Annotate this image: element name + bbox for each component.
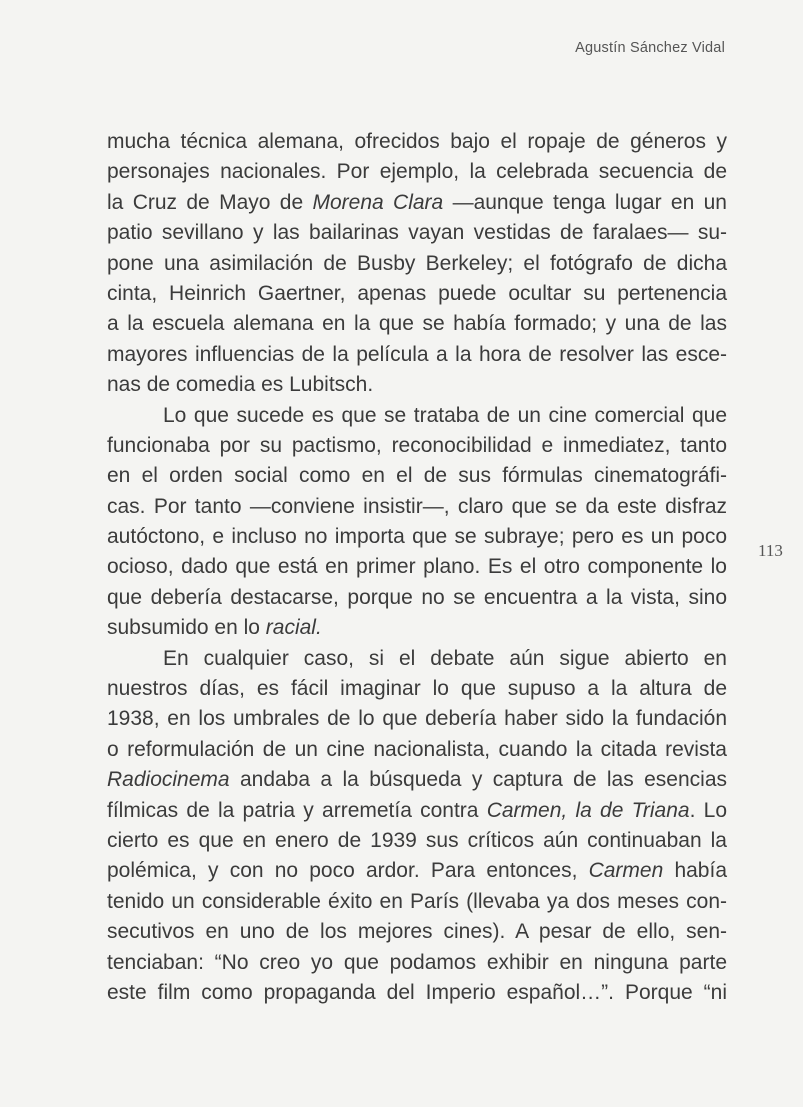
text-line xyxy=(107,887,727,917)
text-line xyxy=(107,765,727,795)
text-line xyxy=(107,856,727,886)
text-segment: Lo que sucede es que se trataba de un cine comercial que xyxy=(163,403,727,427)
italic-title: Radiocinema xyxy=(107,768,230,792)
text-segment: . Lo xyxy=(689,798,727,822)
text-segment: polémica, y con no poco ardor. Para entonces, xyxy=(107,859,589,883)
text-segment: tenido un considerable éxito en París (llevaba ya dos meses con- xyxy=(107,889,727,913)
text-segment: cierto es que en enero de 1939 sus críticos aún continuaban la xyxy=(107,828,727,852)
text-segment: —aunque tenga lugar en un xyxy=(443,190,727,214)
text-segment: cinta, Heinrich Gaertner, apenas puede ocultar su pertenencia xyxy=(107,281,727,305)
text-segment: secutivos en uno de los mejores cines). A pesar de ello, sen- xyxy=(107,920,727,944)
text-segment: autóctono, e incluso no importa que se subraye; pero es un poco xyxy=(107,525,727,549)
text-line xyxy=(107,461,727,491)
italic-title: Morena Clara xyxy=(312,190,444,214)
text-line xyxy=(107,644,727,674)
text-segment: ocioso, dado que está en primer plano. Es el otro componente lo xyxy=(107,555,727,579)
text-segment: nas de comedia es Lubitsch. xyxy=(107,373,374,397)
text-segment: o reformulación de un cine nacionalista, cuando la citada revista xyxy=(107,737,727,761)
text-segment: que debería destacarse, porque no se encuentra a la vista, sino xyxy=(107,585,727,609)
text-line xyxy=(107,583,727,613)
text-segment: fílmicas de la patria y arremetía contra xyxy=(107,798,487,822)
text-segment: andaba a la búsqueda y captura de las esencias xyxy=(229,768,727,792)
text-line xyxy=(107,917,727,947)
text-line xyxy=(107,157,727,187)
text-line xyxy=(107,431,727,461)
text-segment: había xyxy=(663,859,727,883)
text-segment: pone una asimilación de Busby Berkeley; el fotógrafo de dicha xyxy=(107,251,727,275)
text-line xyxy=(107,552,727,582)
text-segment: mayores influencias de la película a la hora de resolver las esce- xyxy=(107,342,727,366)
text-segment: subsumido en lo xyxy=(107,616,266,640)
text-segment: mucha técnica alemana, ofrecidos bajo el ropaje de géneros y xyxy=(107,130,727,153)
text-line xyxy=(107,948,727,978)
italic-title: racial. xyxy=(265,616,322,640)
text-segment: patio sevillano y las bailarinas vayan vestidas de faralaes— su- xyxy=(107,221,727,245)
text-line xyxy=(107,704,727,734)
text-line xyxy=(107,796,727,826)
text-line xyxy=(107,340,727,370)
text-segment: personajes nacionales. Por ejemplo, la celebrada secuencia de xyxy=(107,160,727,184)
text-line xyxy=(107,127,727,157)
running-header-author: Agustín Sánchez Vidal xyxy=(575,40,725,56)
text-segment: este film como propaganda del Imperio español…”. Porque “ni xyxy=(107,980,727,1004)
text-line xyxy=(107,370,727,400)
text-line xyxy=(107,401,727,431)
paragraph xyxy=(107,401,727,644)
text-line xyxy=(107,978,727,1008)
text-segment: funcionaba por su pactismo, reconocibilidad e inmediatez, tanto xyxy=(107,433,727,457)
text-line xyxy=(107,249,727,279)
paragraph xyxy=(107,644,727,1009)
text-segment: en el orden social como en el de sus fórmulas cinematográfi- xyxy=(107,464,727,488)
text-line xyxy=(107,674,727,704)
text-line xyxy=(107,218,727,248)
text-segment: 1938, en los umbrales de lo que debería haber sido la fundación xyxy=(107,707,727,731)
text-segment: a la escuela alemana en la que se había formado; y una de las xyxy=(107,312,727,336)
text-segment: cas. Por tanto —conviene insistir—, claro que se da este disfraz xyxy=(107,494,727,518)
text-line xyxy=(107,188,727,218)
paragraph xyxy=(107,127,727,401)
text-line xyxy=(107,309,727,339)
italic-title: Carmen, la de Triana xyxy=(486,798,690,822)
text-segment: tenciaban: “No creo yo que podamos exhibir en ninguna parte xyxy=(107,950,727,974)
text-segment: la Cruz de Mayo de xyxy=(107,190,313,214)
text-line xyxy=(107,522,727,552)
text-line xyxy=(107,492,727,522)
page-number: 113 xyxy=(758,541,783,560)
body-text xyxy=(107,127,727,1008)
text-line xyxy=(107,735,727,765)
text-line xyxy=(107,613,727,643)
text-line xyxy=(107,826,727,856)
text-segment: En cualquier caso, si el debate aún sigue abierto en xyxy=(163,646,727,670)
italic-title: Carmen xyxy=(588,859,664,883)
text-segment: nuestros días, es fácil imaginar lo que supuso a la altura de xyxy=(107,677,727,701)
text-line xyxy=(107,279,727,309)
